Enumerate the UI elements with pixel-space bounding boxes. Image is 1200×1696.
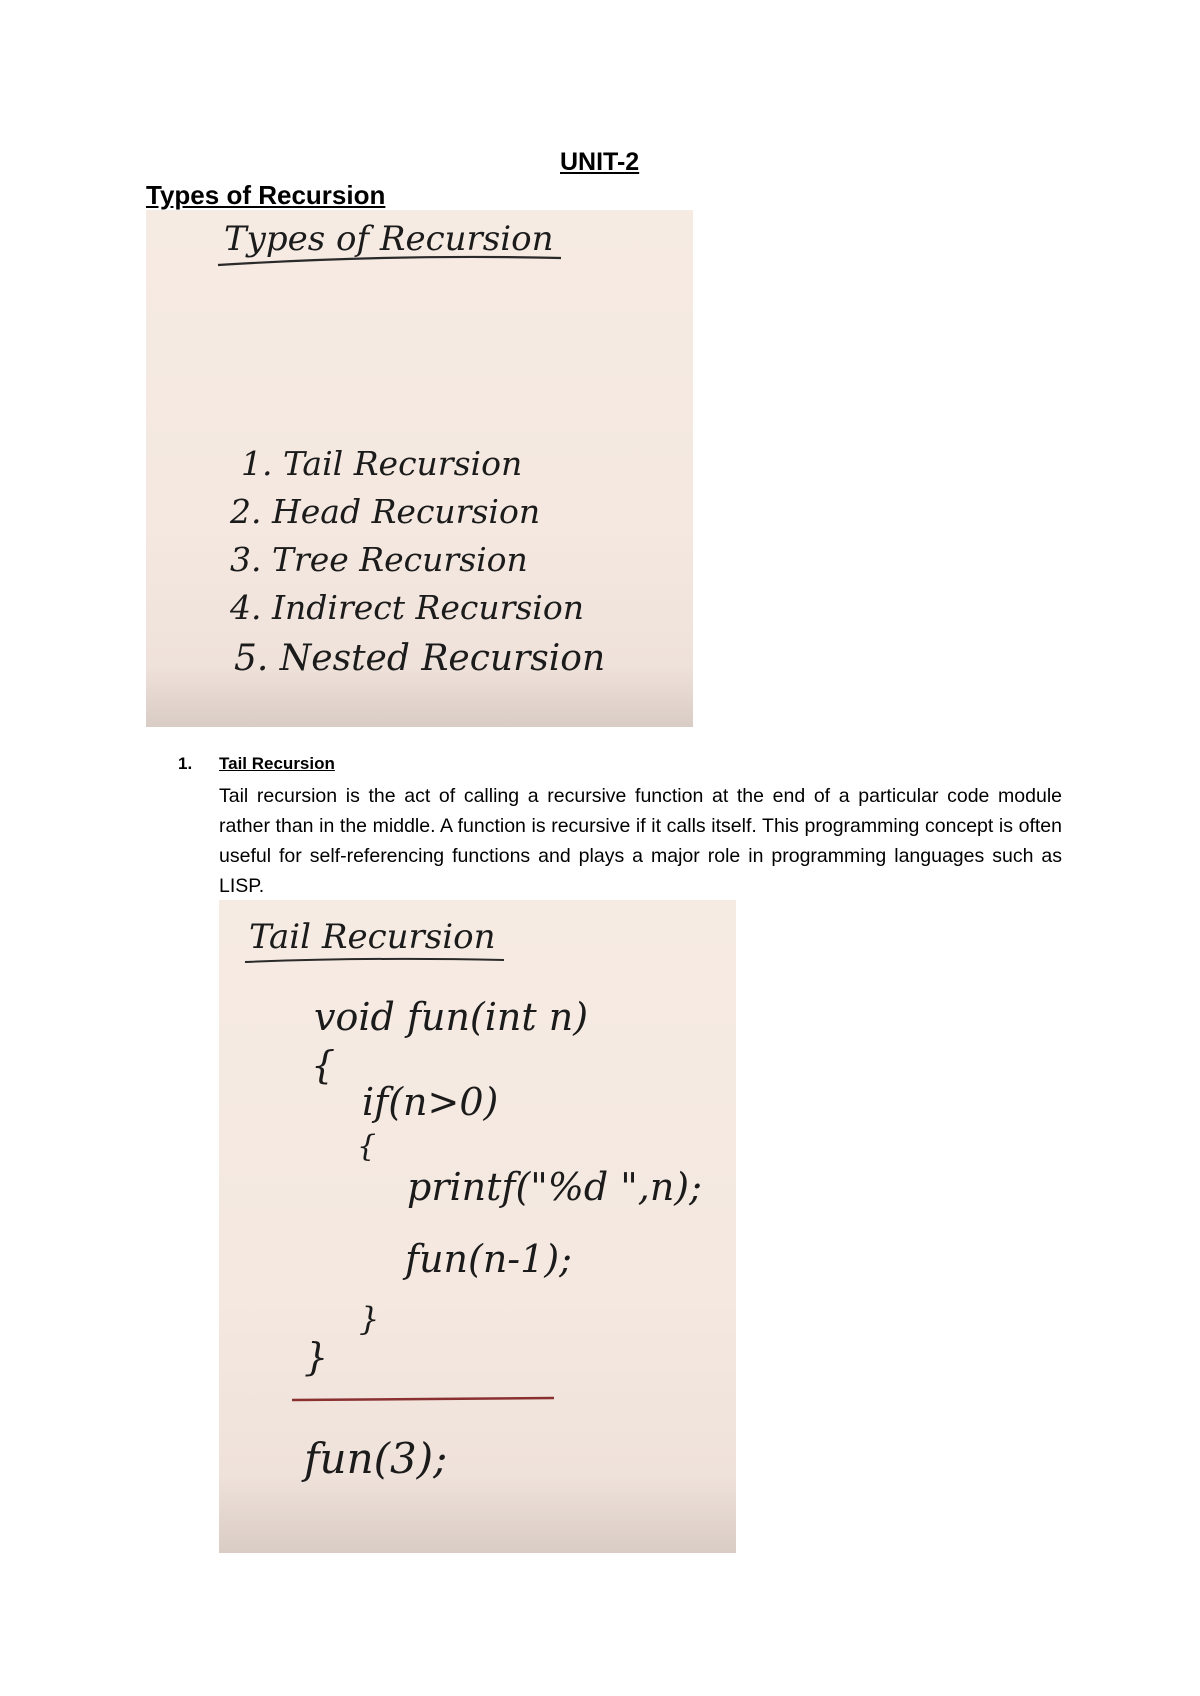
section-title: Tail Recursion [219, 754, 335, 773]
tail-recursion-photo [219, 900, 736, 1553]
type-item-5: 5. Nested Recursion [234, 638, 606, 679]
code-divider [292, 1398, 554, 1400]
code-line-1: void fun(int n) [314, 995, 589, 1039]
section-body: Tail recursion is the act of calling a recursive function at the end of a particular code module rather than in the middle. A function is recursive if it calls itself. This programming concept is often useful for self-referencing functions and plays a major role in programming languages such as LISP. [219, 785, 1062, 897]
type-item-1: 1. Tail Recursion [241, 444, 523, 483]
code-heading: Tail Recursion [249, 917, 496, 957]
recursion-types-handwriting [146, 210, 693, 727]
type-item-3: 3. Tree Recursion [230, 540, 528, 579]
code-line-6: fun(n-1); [405, 1237, 572, 1281]
code-heading-underline [245, 959, 504, 962]
code-line-2: { [311, 1043, 336, 1087]
code-line-3: if(n>0) [362, 1080, 499, 1124]
page-title: Types of Recursion [146, 180, 386, 210]
tail-recursion-handwriting [219, 900, 736, 1553]
code-line-5: printf("%d ",n); [407, 1165, 702, 1209]
code-line-7: } [359, 1300, 380, 1338]
type-item-4: 4. Indirect Recursion [230, 588, 584, 627]
code-line-9: fun(3); [304, 1434, 448, 1483]
type-item-2: 2. Head Recursion [230, 492, 541, 531]
unit-title: UNIT-2 [560, 148, 640, 176]
recursion-types-photo [146, 210, 693, 727]
code-line-8: } [304, 1335, 329, 1379]
photo-heading: Types of Recursion [224, 219, 554, 259]
section-number: 1. [178, 754, 193, 773]
code-line-4: { [357, 1129, 377, 1164]
